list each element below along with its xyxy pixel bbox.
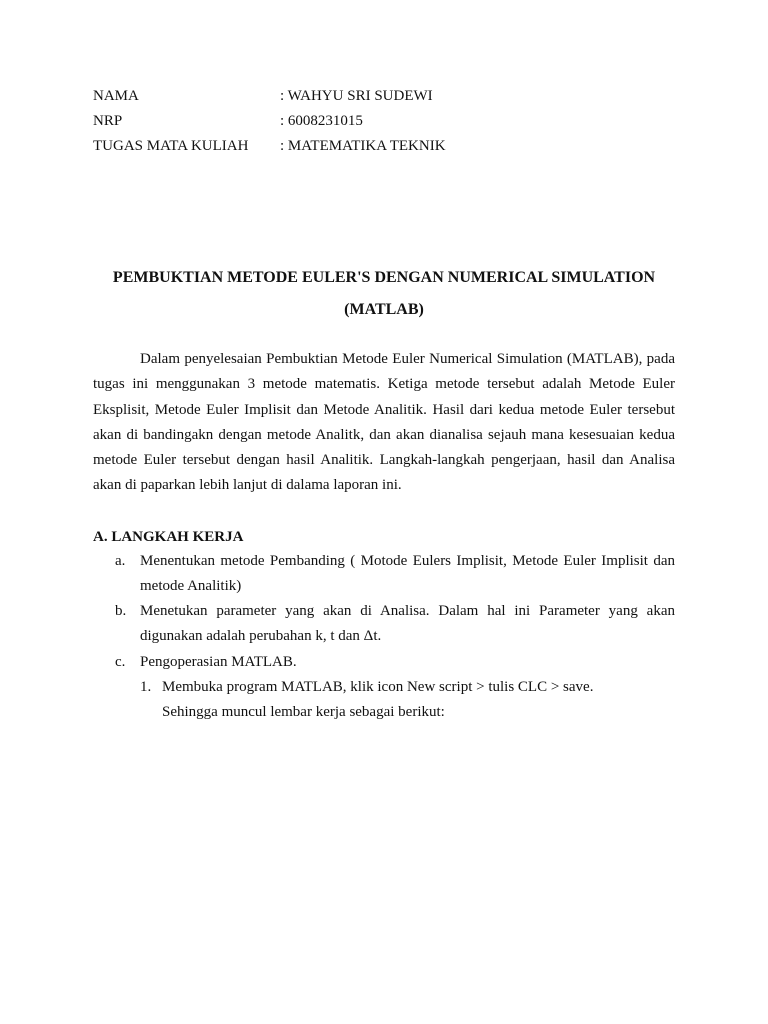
document-title: PEMBUKTIAN METODE EULER'S DENGAN NUMERICAL SIMULATION (MATLAB) (112, 269, 656, 318)
meta-label-tugas: TUGAS MATA KULIAH (93, 138, 249, 154)
list-item-a (93, 549, 675, 599)
list-item-c (93, 650, 675, 675)
intro-paragraph: Dalam penyelesaian Pembuktian Metode Euler Numerical Simulation (MATLAB), pada tugas ini menggunakan 3 metode matematis. Ketiga metode tersebut adalah Metode Euler Eksplisit, Metode Euler Implisit dan Metode Analitik. Hasil dari kedua metode Euler tersebut akan di bandingakn dengan metode Analitk, dan akan dianalisa sejauh mana kesesuaian kedua metode Euler tersebut dengan hasil Analitik. Langkah-langkah pengerjaan, hasil dan Analisa akan di paparkan lebih lanjut di dalama laporan ini. (93, 351, 675, 494)
list-marker: b. (115, 603, 127, 619)
sub-item-continuation: Sehingga muncul lembar kerja sebagai berikut: (162, 704, 445, 720)
list-marker: c. (115, 654, 126, 670)
meta-label-nama: NAMA (93, 88, 139, 104)
list-item-text: Menetukan parameter yang akan di Analisa. Dalam hal ini Parameter yang akan digunakan adalah perubahan k, t dan Δt. (140, 603, 675, 644)
list-item-text: Pengoperasian MATLAB. (140, 654, 297, 670)
section-heading-langkah-kerja: A. LANGKAH KERJA (93, 529, 244, 545)
meta-value-nama: : WAHYU SRI SUDEWI (280, 88, 433, 104)
list-marker: a. (115, 553, 126, 569)
meta-value-tugas: : MATEMATIKA TEKNIK (280, 138, 446, 154)
meta-label-nrp: NRP (93, 113, 123, 129)
sub-item-1 (140, 675, 675, 725)
list-item-b (93, 599, 675, 649)
meta-row-nama (93, 86, 433, 106)
meta-row-nrp (93, 111, 363, 131)
list-item-text: Menentukan metode Pembanding ( Motode Eulers Implisit, Metode Euler Implisit dan metode Analitik) (140, 553, 675, 594)
sub-item-text: Membuka program MATLAB, klik icon New script > tulis CLC > save. (162, 679, 594, 695)
sub-list-marker: 1. (140, 679, 152, 695)
meta-value-nrp: : 6008231015 (280, 113, 363, 129)
meta-row-tugas (93, 136, 446, 156)
